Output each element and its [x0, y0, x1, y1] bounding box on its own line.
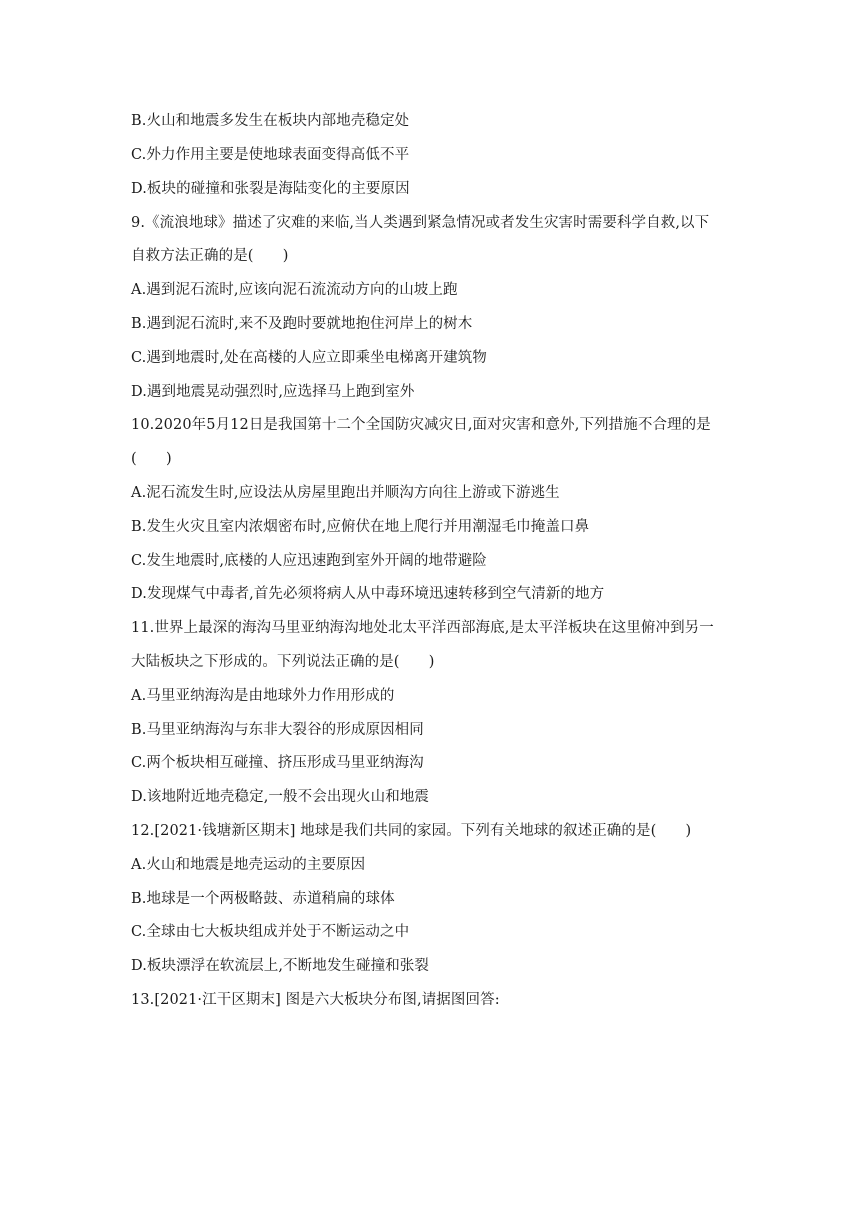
option-10c: C.发生地震时,底楼的人应迅速跑到室外开阔的地带避险	[131, 553, 487, 569]
option-10d: D.发现煤气中毒者,首先必须将病人从中毒环境迅速转移到空气清新的地方	[131, 586, 605, 602]
option-11c: C.两个板块相互碰撞、挤压形成马里亚纳海沟	[131, 755, 424, 771]
option-11a: A.马里亚纳海沟是由地球外力作用形成的	[131, 688, 395, 704]
option-9a: A.遇到泥石流时,应该向泥石流流动方向的山坡上跑	[131, 282, 458, 298]
option-10a: A.泥石流发生时,应设法从房屋里跑出并顺沟方向往上游或下游逃生	[131, 485, 560, 501]
question-9-stem-cont: 自救方法正确的是( )	[131, 248, 289, 264]
question-13-stem: 13.[2021·江干区期末] 图是六大板块分布图,请据图回答:	[131, 992, 500, 1008]
question-12-stem: 12.[2021·钱塘新区期末] 地球是我们共同的家园。下列有关地球的叙述正确的是( )	[131, 823, 692, 839]
question-10-stem-cont: ( )	[131, 451, 172, 467]
option-8d: D.板块的碰撞和张裂是海陆变化的主要原因	[131, 181, 410, 197]
option-9d: D.遇到地震晃动强烈时,应选择马上跑到室外	[131, 384, 415, 400]
question-9-stem: 9.《流浪地球》描述了灾难的来临,当人类遇到紧急情况或者发生灾害时需要科学自救,以下	[131, 215, 710, 231]
option-12a: A.火山和地震是地壳运动的主要原因	[131, 857, 366, 873]
option-9b: B.遇到泥石流时,来不及跑时要就地抱住河岸上的树木	[131, 316, 473, 332]
question-11-stem: 11.世界上最深的海沟马里亚纳海沟地处北太平洋西部海底,是太平洋板块在这里俯冲到另一	[131, 620, 714, 636]
option-12d: D.板块漂浮在软流层上,不断地发生碰撞和张裂	[131, 958, 430, 974]
option-9c: C.遇到地震时,处在高楼的人应立即乘坐电梯离开建筑物	[131, 350, 487, 366]
question-10-stem: 10.2020年5月12日是我国第十二个全国防灾减灾日,面对灾害和意外,下列措施不合理的是	[131, 417, 711, 433]
option-12c: C.全球由七大板块组成并处于不断运动之中	[131, 924, 410, 940]
option-11d: D.该地附近地壳稳定,一般不会出现火山和地震	[131, 789, 430, 805]
option-10b: B.发生火灾且室内浓烟密布时,应俯伏在地上爬行并用潮湿毛巾掩盖口鼻	[131, 519, 590, 535]
option-11b: B.马里亚纳海沟与东非大裂谷的形成原因相同	[131, 722, 424, 738]
option-8b: B.火山和地震多发生在板块内部地壳稳定处	[131, 113, 410, 129]
option-8c: C.外力作用主要是使地球表面变得高低不平	[131, 147, 410, 163]
question-11-stem-cont: 大陆板块之下形成的。下列说法正确的是( )	[131, 654, 435, 670]
option-12b: B.地球是一个两极略鼓、赤道稍扁的球体	[131, 891, 395, 907]
